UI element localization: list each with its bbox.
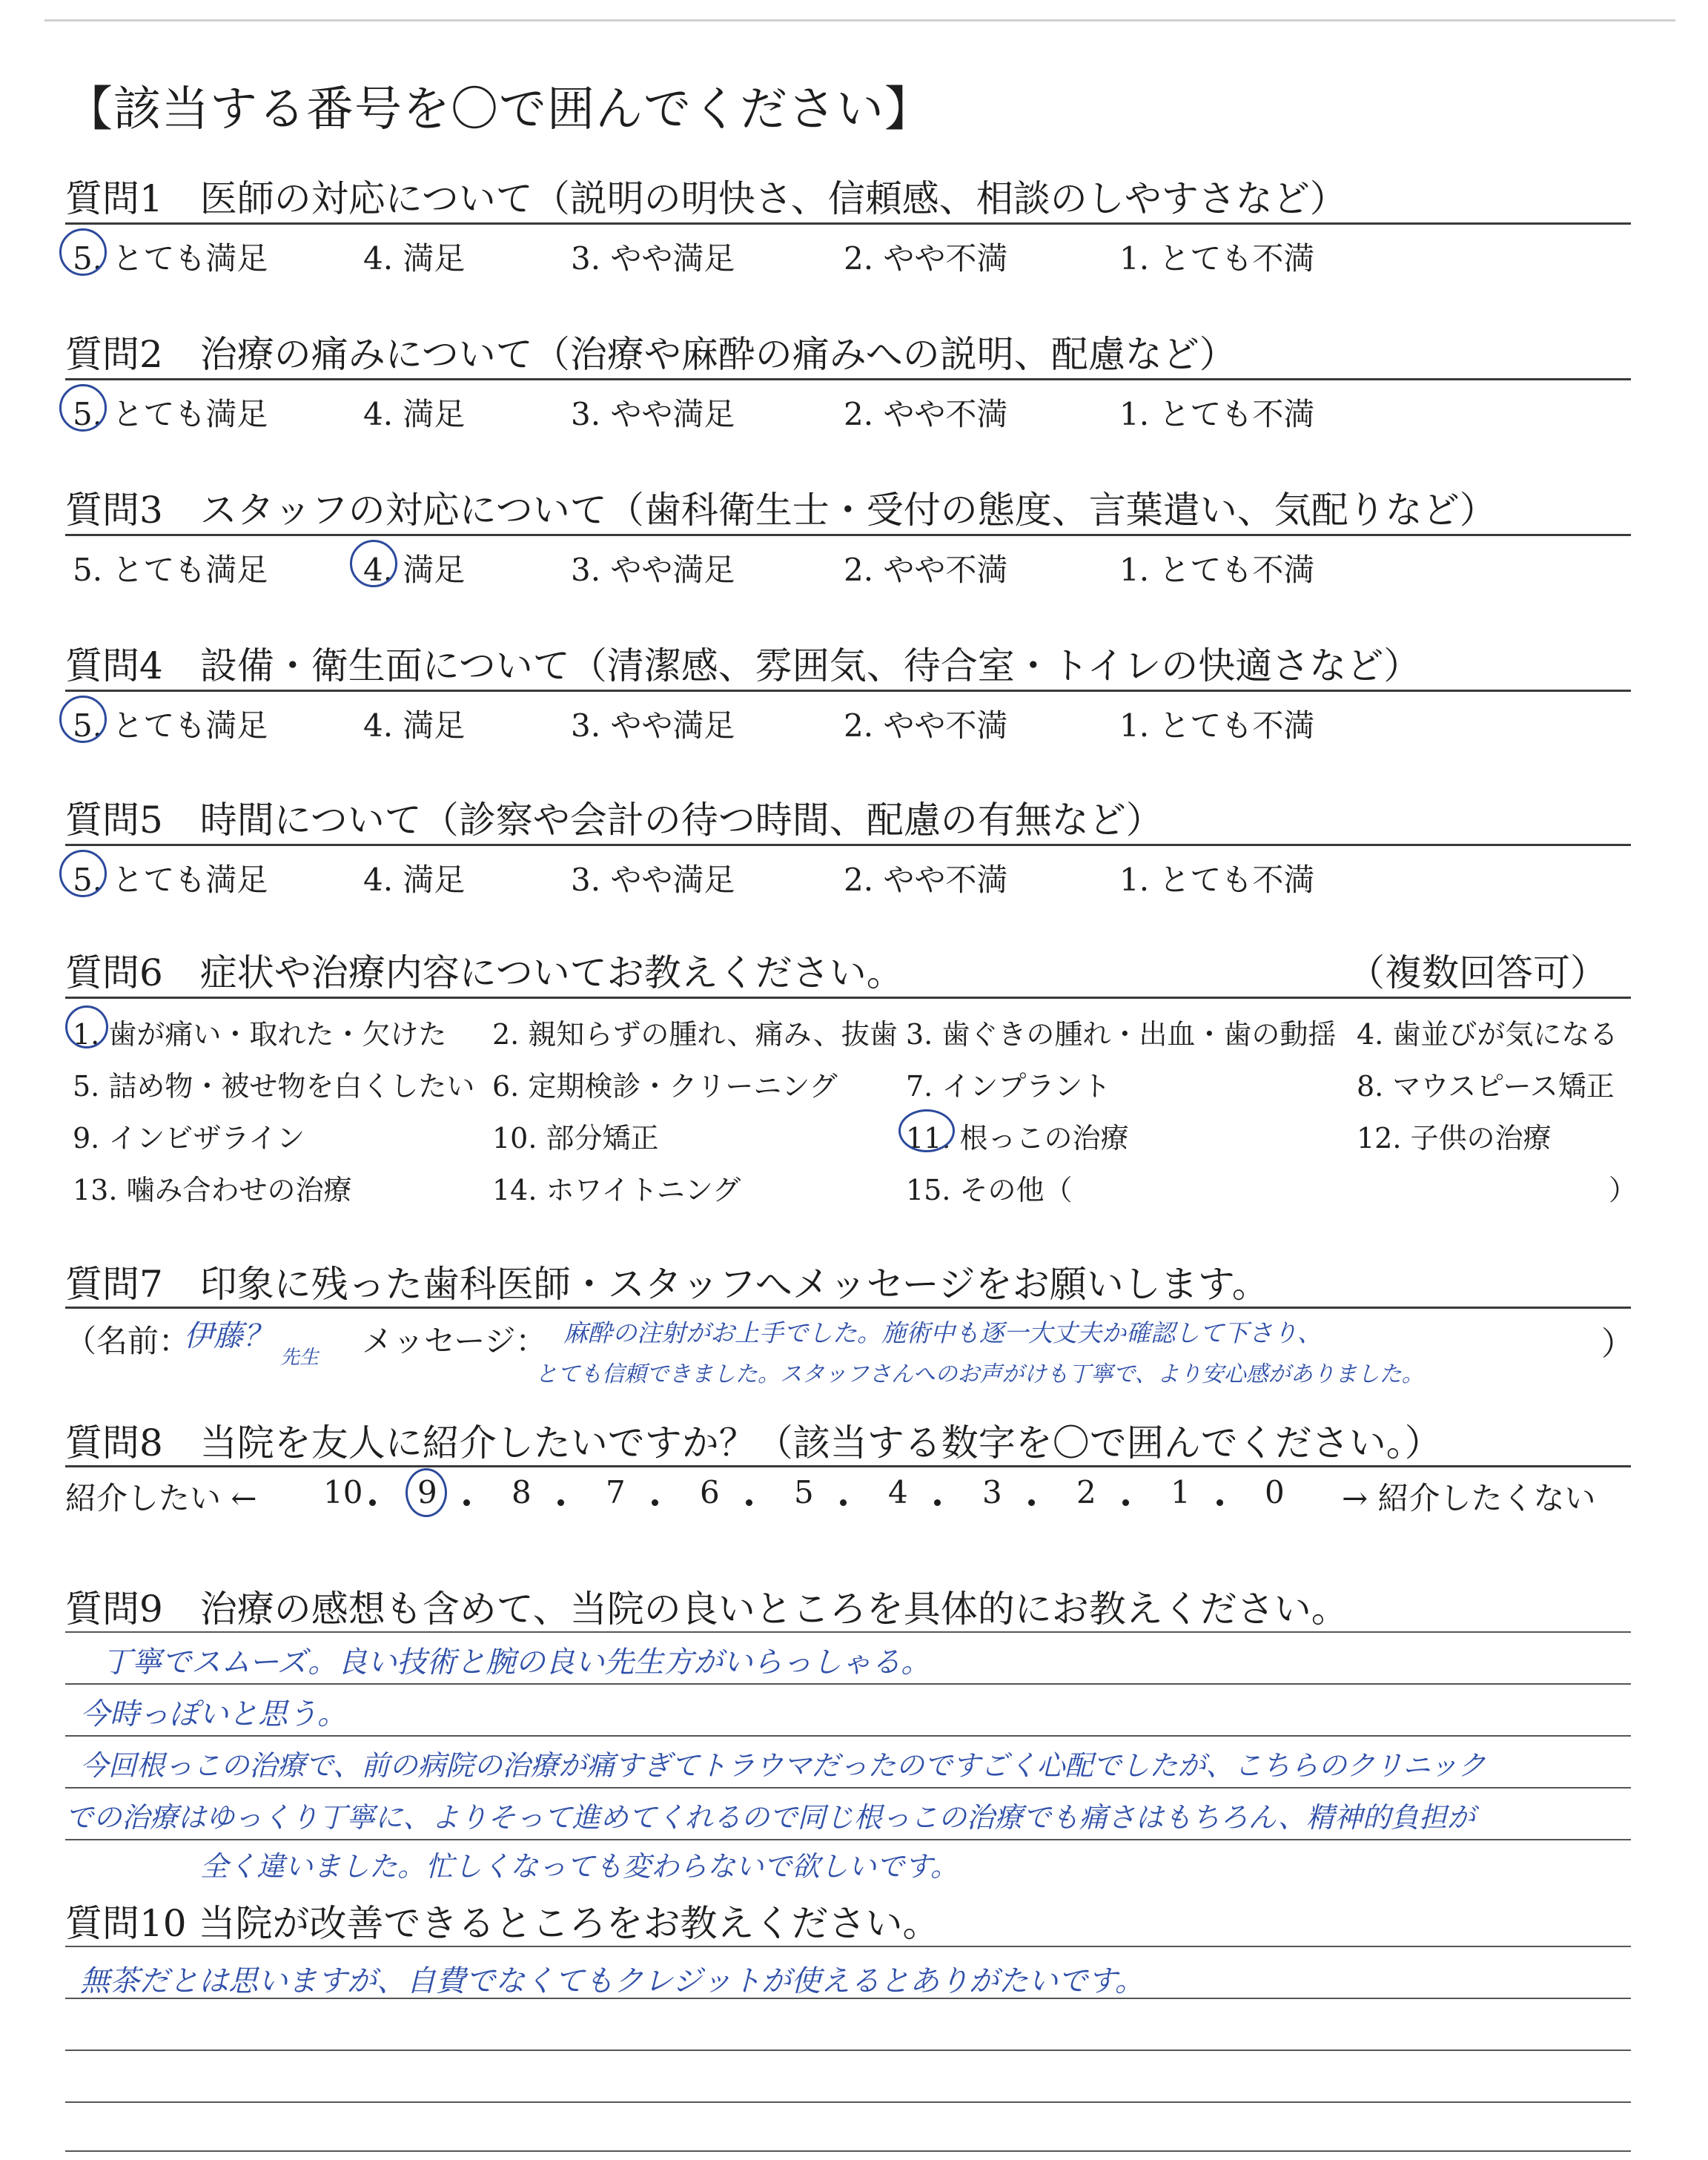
q4-rule bbox=[65, 690, 1631, 692]
q8-score-9[interactable]: 9 bbox=[417, 1474, 437, 1510]
q6-title: 質問6 症状や治療内容についてお教えください。 bbox=[65, 951, 904, 994]
q8-score-8[interactable]: 8 bbox=[512, 1474, 532, 1510]
q8-score-5[interactable]: 5 bbox=[794, 1474, 814, 1510]
q6-option-11[interactable]: 11. 根っこの治療 bbox=[906, 1122, 1129, 1155]
q1-option-4[interactable]: 4. 満足 bbox=[363, 240, 466, 277]
q6-option-6[interactable]: 6. 定期検診・クリーニング bbox=[492, 1070, 838, 1103]
q6-option-10[interactable]: 10. 部分矯正 bbox=[492, 1122, 659, 1155]
q9-answer-line-2: 今時っぽいと思う。 bbox=[80, 1697, 347, 1731]
q10-title: 質問10 当院が改善できるところをお教えください。 bbox=[65, 1902, 940, 1945]
q8-separator-dot bbox=[369, 1499, 376, 1506]
q8-separator-dot bbox=[463, 1499, 470, 1506]
q4-option-4[interactable]: 4. 満足 bbox=[363, 707, 466, 744]
q8-separator-dot bbox=[557, 1499, 564, 1506]
q6-option-9[interactable]: 9. インビザライン bbox=[73, 1122, 305, 1155]
q7-message-line2: とても信頼できました。スタッフさんへのお声がけも丁寧で、より安心感がありました。 bbox=[535, 1361, 1424, 1387]
q9-answer-rule bbox=[65, 1631, 1631, 1633]
q6-option-2[interactable]: 2. 親知らずの腫れ、痛み、抜歯 bbox=[492, 1018, 898, 1051]
q6-option-4[interactable]: 4. 歯並びが気になる bbox=[1357, 1018, 1618, 1051]
q8-score-0[interactable]: 0 bbox=[1265, 1474, 1285, 1510]
q1-title: 質問1 医師の対応について（説明の明快さ、信頼感、相談のしやすさなど） bbox=[65, 177, 1347, 220]
q1-option-3[interactable]: 3. やや満足 bbox=[571, 240, 735, 277]
q1-option-2[interactable]: 2. やや不満 bbox=[844, 240, 1008, 277]
q10-answer-rule bbox=[65, 1946, 1631, 1947]
q8-left-label: 紹介したい ← bbox=[65, 1480, 257, 1516]
q3-title: 質問3 スタッフの対応について（歯科衛生士・受付の態度、言葉遣い、気配りなど） bbox=[65, 489, 1497, 532]
q5-title: 質問5 時間について（診察や会計の待つ時間、配慮の有無など） bbox=[65, 799, 1163, 842]
q5-option-2[interactable]: 2. やや不満 bbox=[844, 862, 1008, 898]
q4-option-5[interactable]: 5. とても満足 bbox=[73, 707, 268, 744]
q6-note: （複数回答可） bbox=[1348, 951, 1607, 994]
q10-answer-rule bbox=[65, 2101, 1631, 2103]
q8-title: 質問8 当院を友人に紹介したいですか？（該当する数字を〇で囲んでください。） bbox=[65, 1421, 1442, 1464]
q7-rule bbox=[65, 1307, 1631, 1309]
q8-score-7[interactable]: 7 bbox=[606, 1474, 626, 1510]
q6-option-13[interactable]: 13. 噛み合わせの治療 bbox=[73, 1174, 352, 1206]
q3-option-3[interactable]: 3. やや満足 bbox=[571, 552, 735, 588]
q4-title: 質問4 設備・衛生面について（清潔感、雰囲気、待合室・トイレの快適さなど） bbox=[65, 644, 1421, 687]
q8-separator-dot bbox=[1217, 1499, 1223, 1506]
q8-score-4[interactable]: 4 bbox=[888, 1474, 908, 1510]
q2-rule bbox=[65, 378, 1631, 380]
q8-separator-dot bbox=[652, 1499, 658, 1506]
q8-separator-dot bbox=[840, 1499, 847, 1506]
q9-answer-rule bbox=[65, 1787, 1631, 1789]
q6-option-3[interactable]: 3. 歯ぐきの腫れ・出血・歯の動揺 bbox=[906, 1018, 1337, 1051]
q7-name-label: （名前： bbox=[65, 1323, 191, 1359]
q8-score-2[interactable]: 2 bbox=[1076, 1474, 1096, 1510]
q3-rule bbox=[65, 534, 1631, 536]
q1-option-5[interactable]: 5. とても満足 bbox=[73, 240, 268, 277]
q4-option-2[interactable]: 2. やや不満 bbox=[844, 707, 1008, 744]
q2-option-2[interactable]: 2. やや不満 bbox=[844, 396, 1008, 432]
q8-separator-dot bbox=[1122, 1499, 1129, 1506]
q6-other-close-paren: ） bbox=[1609, 1174, 1638, 1206]
q9-answer-line-4: での治療はゆっくり丁寧に、よりそって進めてくれるので同じ根っこの治療でも痛さはもちろん、精神的負担が bbox=[65, 1801, 1475, 1834]
q8-right-label: → 紹介したくない bbox=[1342, 1480, 1596, 1516]
q8-score-10[interactable]: 10 bbox=[323, 1474, 363, 1510]
q7-name-value: 伊藤？ bbox=[184, 1319, 273, 1353]
scan-edge-line bbox=[44, 19, 1675, 22]
q7-message-line1: 麻酔の注射がお上手でした。施術中も逐一大丈夫か確認して下さり、 bbox=[563, 1318, 1322, 1347]
q6-option-7[interactable]: 7. インプラント bbox=[906, 1070, 1111, 1103]
q3-option-2[interactable]: 2. やや不満 bbox=[844, 552, 1008, 588]
q9-answer-line-5: 全く違いました。忙しくなっても変わらないで欲しいです。 bbox=[200, 1850, 959, 1883]
q2-title: 質問2 治療の痛みについて（治療や麻酔の痛みへの説明、配慮など） bbox=[65, 333, 1237, 376]
q3-option-1[interactable]: 1. とても不満 bbox=[1119, 552, 1315, 588]
q9-title: 質問9 治療の感想も含めて、当院の良いところを具体的にお教えください。 bbox=[65, 1588, 1348, 1631]
q7-name-suffix: 先生 bbox=[280, 1347, 320, 1369]
q9-answer-rule bbox=[65, 1683, 1631, 1685]
q6-option-8[interactable]: 8. マウスピース矯正 bbox=[1357, 1070, 1615, 1103]
q7-message-label: メッセージ： bbox=[362, 1323, 547, 1359]
q10-answer-line-1: 無茶だとは思いますが、自費でなくてもクレジットが使えるとありがたいです。 bbox=[80, 1964, 1145, 1998]
q5-option-4[interactable]: 4. 満足 bbox=[363, 862, 466, 898]
q8-rule bbox=[65, 1465, 1631, 1467]
q5-option-5[interactable]: 5. とても満足 bbox=[73, 862, 268, 898]
q8-score-3[interactable]: 3 bbox=[982, 1474, 1002, 1510]
q8-score-1[interactable]: 1 bbox=[1171, 1474, 1191, 1510]
q9-answer-rule bbox=[65, 1839, 1631, 1840]
q5-option-1[interactable]: 1. とても不満 bbox=[1119, 862, 1315, 898]
q8-score-6[interactable]: 6 bbox=[700, 1474, 720, 1510]
q7-title: 質問7 印象に残った歯科医師・スタッフへメッセージをお願いします。 bbox=[65, 1263, 1269, 1306]
q6-rule bbox=[65, 997, 1631, 999]
q6-option-1[interactable]: 1. 歯が痛い・取れた・欠けた bbox=[73, 1018, 447, 1051]
q6-option-5[interactable]: 5. 詰め物・被せ物を白くしたい bbox=[73, 1070, 475, 1103]
q1-rule bbox=[65, 222, 1631, 225]
q2-option-1[interactable]: 1. とても不満 bbox=[1119, 396, 1315, 432]
q4-option-3[interactable]: 3. やや満足 bbox=[571, 707, 735, 744]
q5-option-3[interactable]: 3. やや満足 bbox=[571, 862, 735, 898]
q7-close-paren: ） bbox=[1601, 1325, 1634, 1363]
q8-separator-dot bbox=[746, 1499, 752, 1506]
q2-option-4[interactable]: 4. 満足 bbox=[363, 396, 466, 432]
q9-answer-line-3: 今回根っこの治療で、前の病院の治療が痛すぎてトラウマだったのですごく心配でしたが、こちらのクリニック bbox=[80, 1749, 1486, 1782]
q10-answer-rule bbox=[65, 2150, 1631, 2152]
q9-answer-rule bbox=[65, 1735, 1631, 1737]
q10-answer-rule bbox=[65, 2050, 1631, 2051]
q9-answer-line-1: 丁寧でスムーズ。良い技術と腕の良い先生方がいらっしゃる。 bbox=[102, 1645, 931, 1680]
q2-option-3[interactable]: 3. やや満足 bbox=[571, 396, 735, 432]
q6-option-15[interactable]: 15. その他（ bbox=[906, 1174, 1073, 1206]
q8-separator-dot bbox=[1028, 1499, 1035, 1506]
page-header: 【該当する番号を〇で囲んでください】 bbox=[65, 82, 933, 137]
q3-option-4[interactable]: 4. 満足 bbox=[363, 552, 466, 588]
q6-option-12[interactable]: 12. 子供の治療 bbox=[1357, 1122, 1552, 1155]
q4-option-1[interactable]: 1. とても不満 bbox=[1119, 707, 1315, 744]
q3-option-5[interactable]: 5. とても満足 bbox=[73, 552, 268, 588]
q8-separator-dot bbox=[934, 1499, 941, 1506]
q5-rule bbox=[65, 844, 1631, 846]
q2-option-5[interactable]: 5. とても満足 bbox=[73, 396, 268, 432]
q1-option-1[interactable]: 1. とても不満 bbox=[1119, 240, 1315, 277]
q6-option-14[interactable]: 14. ホワイトニング bbox=[492, 1174, 741, 1206]
